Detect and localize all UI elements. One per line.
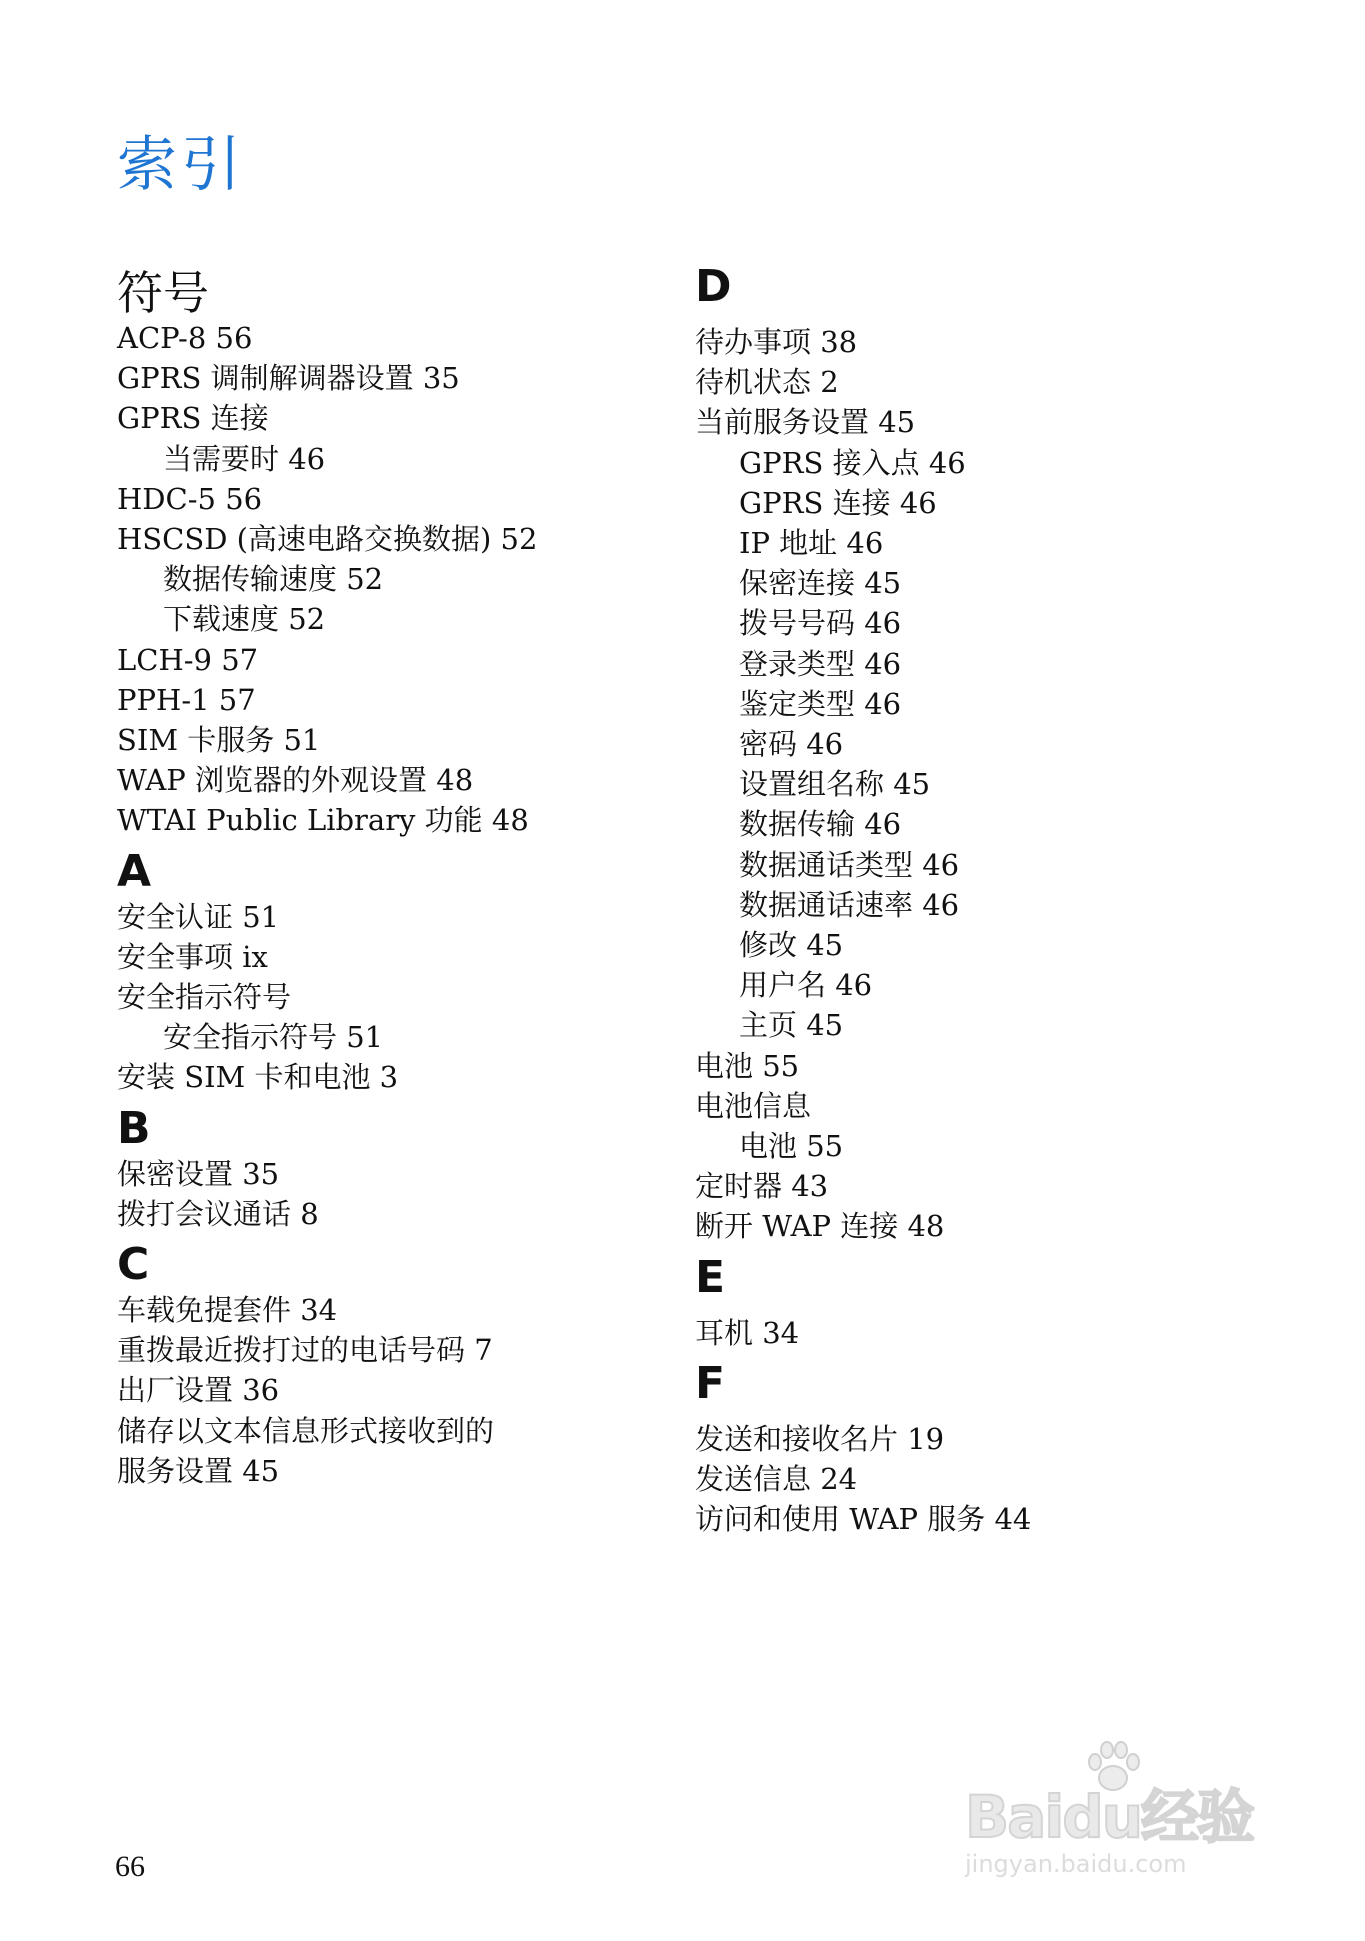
index-entry: 电池信息 xyxy=(695,1088,812,1123)
index-subentry: 保密连接 45 xyxy=(739,566,902,601)
index-entry: 待机状态 2 xyxy=(695,365,839,400)
index-entry: 定时器 43 xyxy=(695,1169,829,1204)
index-entry: 安全认证 51 xyxy=(117,899,280,934)
index-entry: 断开 WAP 连接 48 xyxy=(695,1209,945,1244)
watermark-main: Baidu经验 xyxy=(965,1783,1254,1851)
index-subentry: 安全指示符号 51 xyxy=(163,1020,384,1055)
index-subentry: 拨号号码 46 xyxy=(739,606,902,641)
index-entry: 拨打会议通话 8 xyxy=(117,1196,319,1231)
page-number: 66 xyxy=(115,1850,145,1883)
index-entry: 发送信息 24 xyxy=(695,1462,858,1496)
index-subentry: 密码 46 xyxy=(739,727,844,761)
section-heading: A xyxy=(117,845,152,897)
page-title: 索引 xyxy=(117,130,245,200)
index-entry: 重拨最近拨打过的电话号码 7 xyxy=(117,1333,493,1368)
index-entry: WTAI Public Library 功能 48 xyxy=(117,803,529,838)
index-entry: 耳机 34 xyxy=(695,1315,800,1350)
index-entry: 安全指示符号 xyxy=(117,980,292,1014)
index-subentry: 下载速度 52 xyxy=(163,602,326,637)
index-subentry: 主页 45 xyxy=(739,1008,844,1043)
index-entry: 储存以文本信息形式接收到的 xyxy=(117,1413,495,1448)
section-heading: F xyxy=(695,1357,726,1409)
index-entry: SIM 卡服务 51 xyxy=(117,723,321,757)
index-subentry: 用户名 46 xyxy=(739,968,873,1003)
index-entry: ACP-8 56 xyxy=(117,321,253,355)
index-entry: 电池 55 xyxy=(695,1048,800,1083)
index-subentry: 设置组名称 45 xyxy=(739,767,931,802)
index-entry: 保密设置 35 xyxy=(117,1156,280,1191)
index-subentry: 鉴定类型 46 xyxy=(739,686,902,721)
index-subentry: 数据通话速率 46 xyxy=(739,887,960,922)
index-entry: 当前服务设置 45 xyxy=(695,405,916,440)
index-entry: GPRS 连接 xyxy=(117,401,269,436)
index-subentry: GPRS 连接 46 xyxy=(739,485,937,520)
index-entry: 发送和接收名片 19 xyxy=(695,1421,945,1456)
index-subentry: 数据通话类型 46 xyxy=(739,847,960,882)
watermark xyxy=(965,1740,1295,1890)
index-entry: HDC-5 56 xyxy=(117,481,263,516)
index-subentry: 电池 55 xyxy=(739,1129,844,1163)
index-entry: 访问和使用 WAP 服务 44 xyxy=(695,1502,1032,1537)
section-heading: E xyxy=(695,1251,726,1303)
index-subentry: GPRS 接入点 46 xyxy=(739,445,966,480)
index-entry: 出厂设置 36 xyxy=(117,1373,280,1408)
index-entry: WAP 浏览器的外观设置 48 xyxy=(117,763,474,798)
index-subentry: 修改 45 xyxy=(739,928,844,962)
watermark-sub: jingyan.baidu.com xyxy=(965,1850,1187,1878)
index-entry: HSCSD (高速电路交换数据) 52 xyxy=(117,522,538,556)
section-heading: 符号 xyxy=(117,266,209,320)
index-entry: 服务设置 45 xyxy=(117,1453,280,1488)
index-entry: PPH-1 57 xyxy=(117,682,256,717)
section-heading: D xyxy=(695,261,732,312)
index-entry: 安全事项 ix xyxy=(117,939,268,974)
index-entry: 待办事项 38 xyxy=(695,325,858,359)
index-subentry: 当需要时 46 xyxy=(163,441,326,476)
index-entry: LCH-9 57 xyxy=(117,642,259,677)
section-heading: C xyxy=(117,1239,150,1290)
index-subentry: 登录类型 46 xyxy=(739,646,902,681)
index-subentry: 数据传输速度 52 xyxy=(163,562,384,597)
index-entry: 安装 SIM 卡和电池 3 xyxy=(117,1060,399,1095)
index-subentry: IP 地址 46 xyxy=(739,526,884,560)
index-subentry: 数据传输 46 xyxy=(739,807,902,842)
index-entry: GPRS 调制解调器设置 35 xyxy=(117,361,460,396)
section-heading: B xyxy=(117,1102,151,1154)
index-entry: 车载免提套件 34 xyxy=(117,1293,338,1327)
